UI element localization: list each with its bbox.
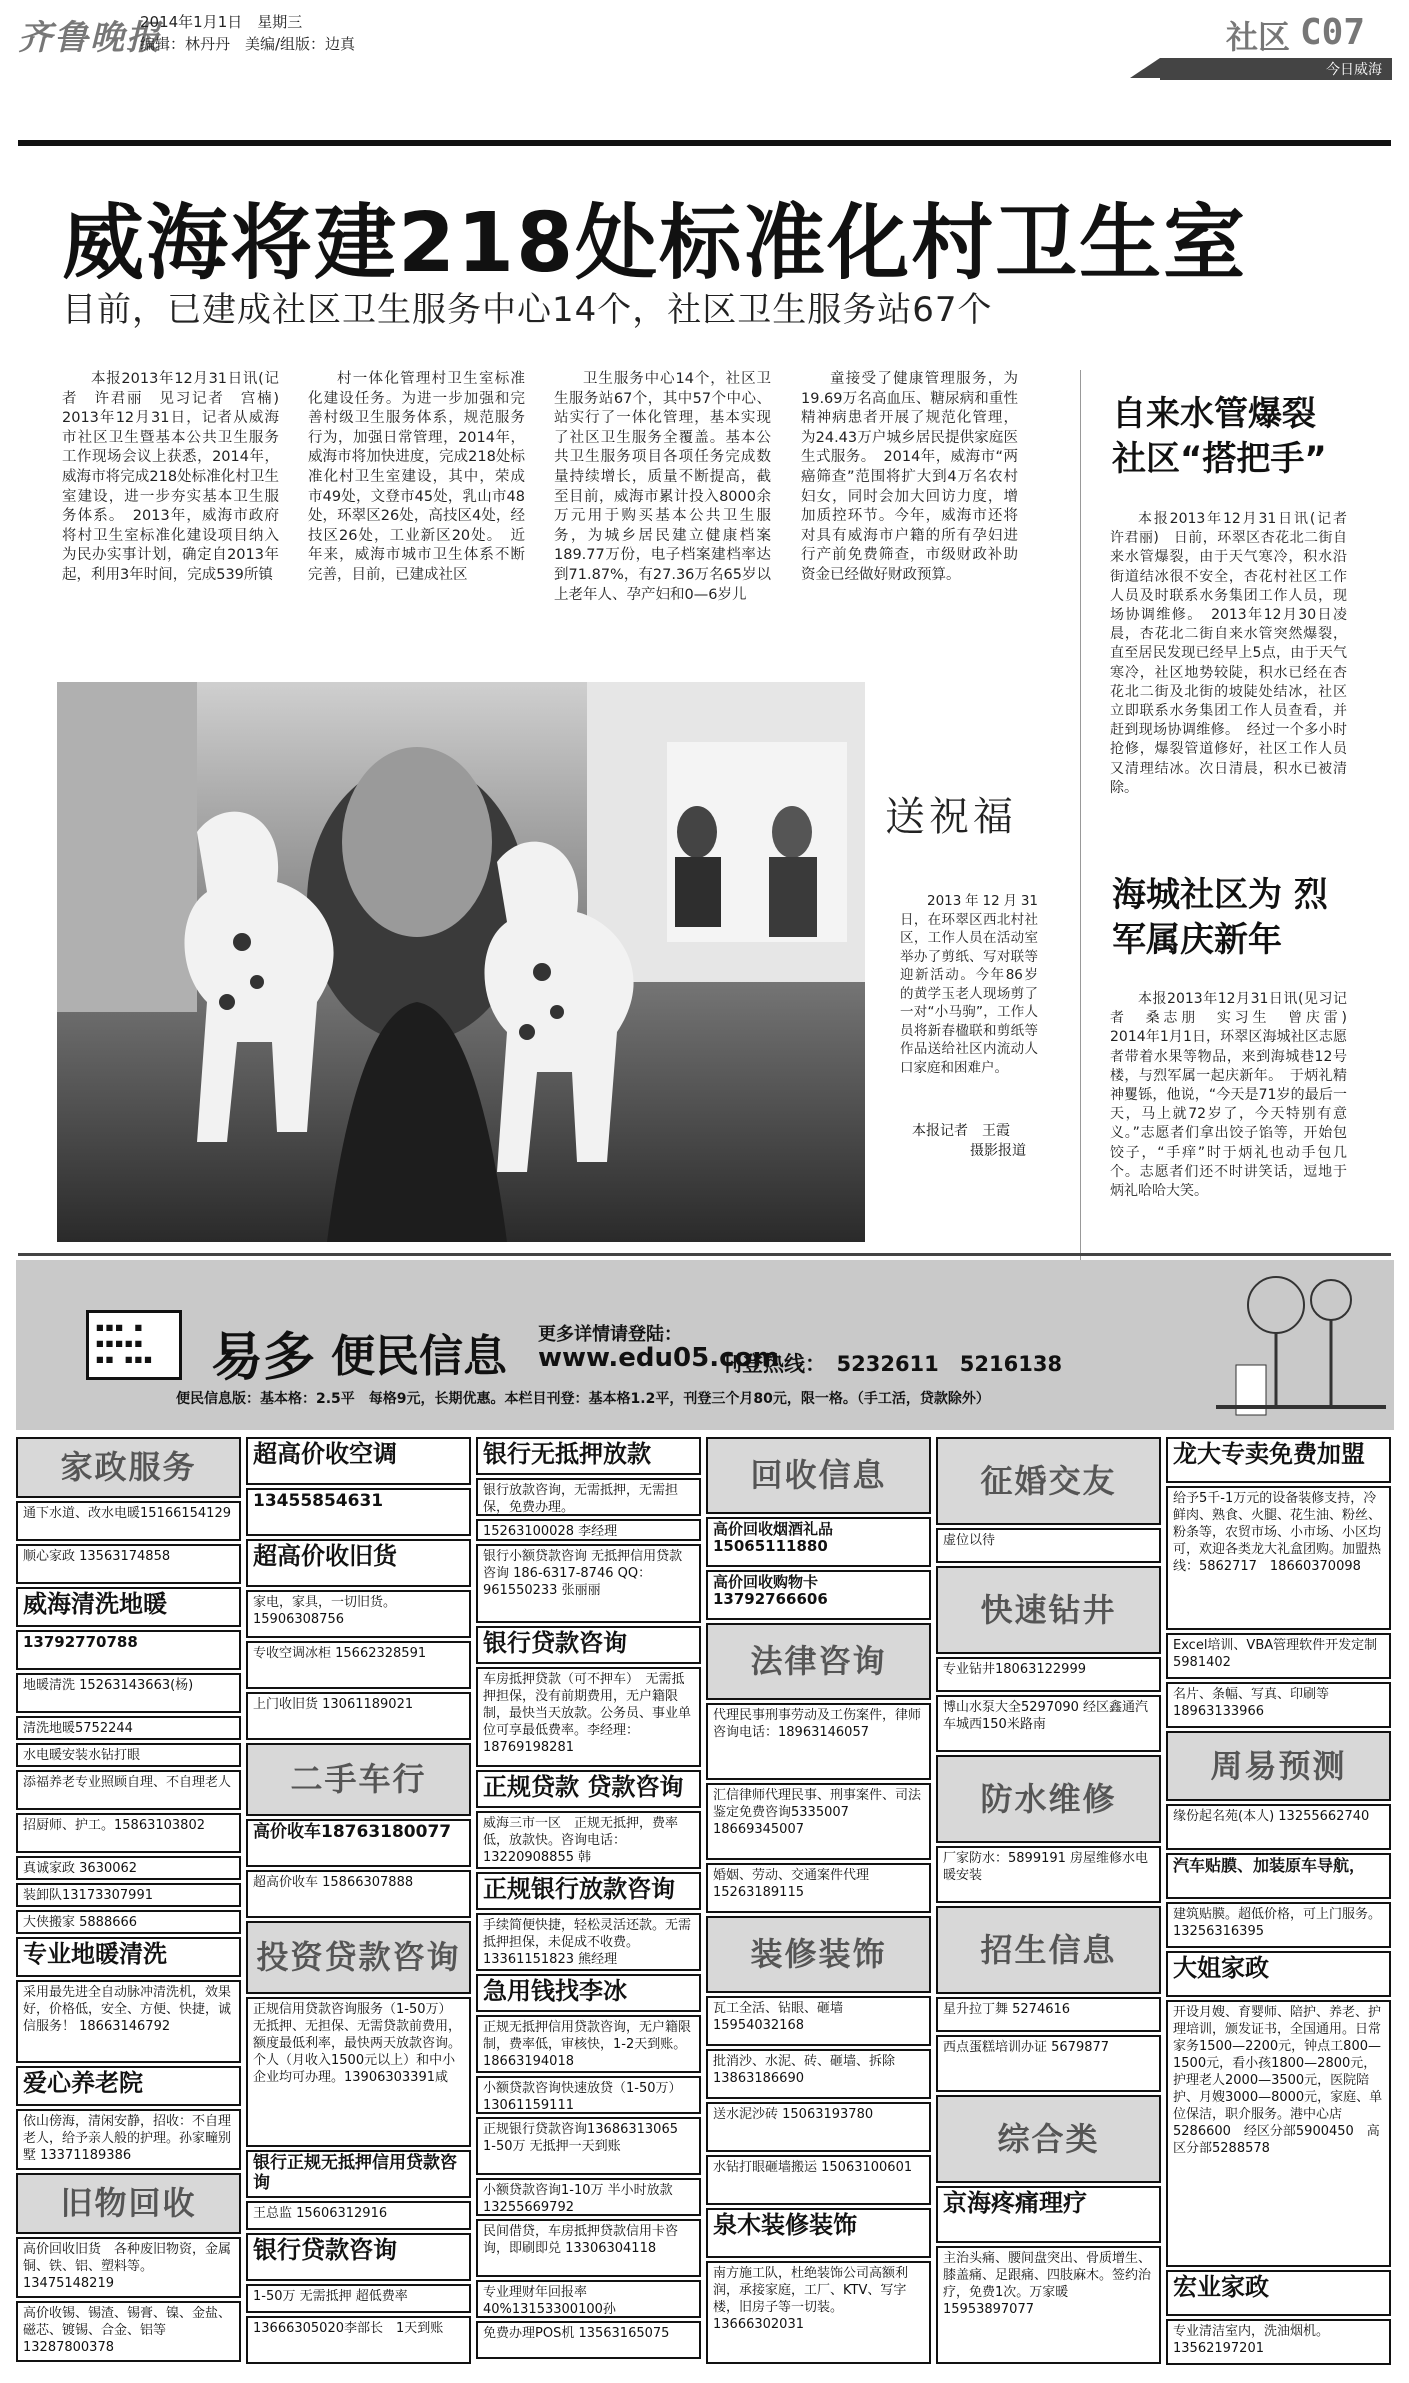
classified-ad-text: 地暖清洗 15263143663(杨) <box>23 1678 194 1693</box>
classified-ad-text: 水电暖安装水钻打眼 <box>23 1748 141 1763</box>
classified-ad-text: 顺心家政 13563174858 <box>23 1549 171 1564</box>
classified-ad-box <box>16 2066 241 2106</box>
classified-ad-text: 婚姻、劳动、交通案件代理 15263189115 <box>713 1868 870 1900</box>
classified-ad-box <box>936 2186 1161 2243</box>
classified-ad-box <box>476 1913 701 1971</box>
classified-ad-text: 给予5千-1万元的设备装修支持，冷鲜肉、熟食、火腿、花生油、粉丝、粉条等，农贸市场、小市场、小区均可，欢迎各类龙大礼盒团购。加盟热线：5862717 18660370098 <box>1173 1491 1382 1574</box>
classified-ad-box <box>246 1539 471 1587</box>
classified-ad-text: 银行放款咨询，无需抵押，无需担保，免费办理。 <box>483 1483 679 1515</box>
classified-ad-text: 南方施工队，杜绝装饰公司高额利润，承接家庭，工厂、KTV、写字楼，旧房子等一切装。13666302031 <box>713 2266 909 2332</box>
main-headline: 威海将建218处标准化村卫生室 <box>62 196 1248 291</box>
classified-ad-text: 威海三市一区 正规无抵押，费率低，放款快。咨询电话：13220908855 韩 <box>483 1816 679 1865</box>
classified-ad-text: 正规信用贷款咨询服务（1-50万） 无抵押、无担保、无需贷款前费用，额度最低利率，最快两天放款咨询。个人（月收入1500元以上）和中小企业均可办理。13906303391咸 <box>253 2002 462 2085</box>
classified-ad-box <box>936 1846 1161 1903</box>
classified-ad-box <box>16 1980 241 2063</box>
classified-ad-text: 上门收旧货 13061189021 <box>253 1697 414 1712</box>
classified-ad-box <box>246 2201 471 2230</box>
classified-ad-text: 博山水泵大全5297090 经区鑫通汽车城西150米路南 <box>943 1700 1149 1732</box>
article-col-1-text: 本报2013年12月31日讯(记者 许君丽 见习记者 宫楠) 2013年12月31日，记者从威海市社区卫生暨基本公共卫生服务工作现场会议上获悉，2014年，威海市将完成218处标准化村卫生室建设，进一步夯实基本卫生服务体系。 2013年，威海市政府将村卫生室标准化建设项目纳入为民办实事计划，确定自2013年起，利用3年时间，完成539所镇 <box>62 371 294 583</box>
classified-ad-box <box>1166 1437 1391 1483</box>
classified-ad-box <box>16 1910 241 1934</box>
classified-ad-box <box>476 2219 701 2277</box>
side-story-1-body <box>1110 510 1361 840</box>
classified-ad-text: 清洗地暖5752244 <box>23 1721 133 1736</box>
classified-ad-box <box>1166 1804 1391 1850</box>
classified-ad-text: 装修装饰 <box>750 1935 887 1973</box>
classified-ad-text: 专收空调冰柜 15662328591 <box>253 1646 427 1661</box>
classified-ad-text: 瓦工全活、钻眼、砸墙 15954032168 <box>713 2001 844 2033</box>
classified-ad-box <box>16 1813 241 1853</box>
header-corner-shape <box>1130 58 1160 78</box>
classified-ad-text: 回收信息 <box>750 1456 887 1494</box>
classified-ad-box <box>476 1811 701 1869</box>
classified-ad-box <box>246 1488 471 1536</box>
classified-ad-box <box>16 1770 241 1810</box>
classified-ad-box <box>16 1630 241 1670</box>
classified-ad-box <box>476 2280 701 2318</box>
classified-ad-text: 建筑贴膜。超低价格，可上门服务。13256316395 <box>1173 1907 1382 1939</box>
classified-ad-text: 主治头痛、腰间盘突出、骨质增生、膝盖痛、足跟痛、四肢麻木。签约治疗，免费1次。万家暖 15953897077 <box>943 2251 1152 2317</box>
article-col-2-text: 村一体化管理村卫生室标准化建设任务。为进一步加强和完善村级卫生服务体系，规范服务行为，加强日常管理，2014年，威海市将加快进度，完成218处标准化村卫生室建设，其中，荣成市49处，文登市45处，乳山市48处，环翠区26处，高技区4处，经技区26处，工业新区20处。 近年来，威海市城市卫生体系不断完善，目前，已建成社区 <box>308 371 525 583</box>
classified-ad-text: Excel培训、VBA管理软件开发定制 5981402 <box>1173 1638 1378 1670</box>
classified-ad-text: 超高价收空调 <box>253 1440 397 1468</box>
article-col-3-text: 卫生服务中心14个，社区卫生服务站67个，其中57个中心、站实行了一体化管理，基本实现了社区卫生服务全覆盖。基本公共卫生服务项目各项任务完成数量持续增长，质量不断提高，截至目前，威海市累计投入8000余万元用于购买基本公共卫生服务，为城乡居民建立健康档案189.77万份，电子档案建档率达到71.87%，有27.36万名65岁以上老年人、孕产妇和0—6岁儿 <box>554 371 771 603</box>
page-number: C07 <box>1300 12 1366 53</box>
classified-ad-box <box>936 1695 1161 1752</box>
classified-ad-text: 周易预测 <box>1210 1746 1347 1785</box>
photo-credit-1: 本报记者 王霞 <box>912 1123 1010 1139</box>
classified-ad-box <box>706 1996 931 2046</box>
classified-ad-text: 王总监 15606312916 <box>253 2206 388 2221</box>
classified-ad-box <box>476 1437 701 1475</box>
classified-ad-box <box>16 2301 241 2362</box>
classified-ad-text: 银行贷款咨询 <box>253 2236 397 2264</box>
classified-ad-box <box>476 1626 701 1664</box>
subsection-tag: 今日威海 <box>1160 58 1392 80</box>
classified-ad-text: 水钻打眼砸墙搬运 15063100601 <box>713 2160 913 2175</box>
classified-ad-box <box>936 1997 1161 2032</box>
ad-decoration-tree-icon <box>1216 1265 1386 1425</box>
classified-ad-text: 真诚家政 3630062 <box>23 1861 138 1876</box>
classified-ad-text: 家电，家具，一切旧货。15906308756 <box>253 1595 397 1627</box>
classified-ad-box <box>706 1863 931 1913</box>
classified-ad-text: 旧物回收 <box>60 2184 197 2222</box>
classified-ad-text: 星升拉丁舞 5274616 <box>943 2002 1071 2017</box>
classified-ad-box <box>1166 2270 1391 2316</box>
classified-ad-text: 龙大专卖免费加盟 <box>1173 1440 1365 1468</box>
classified-ad-text: 专业地暖清洗 <box>23 1940 167 1968</box>
classified-ad-text: 专业理财年回报率40%13153300100孙 <box>483 2285 616 2317</box>
classified-ad-text: 小额贷款咨询快速放贷（1-50万）13061159111 <box>483 2081 682 2113</box>
classified-ad-box <box>1166 1951 1391 1997</box>
classified-ad-box <box>16 1673 241 1713</box>
classified-ad-box <box>936 1528 1161 1563</box>
classified-ad-box <box>476 1872 701 1910</box>
classified-ad-box <box>936 2095 1161 2183</box>
classified-ad-box <box>476 1770 701 1808</box>
classified-ad-box <box>706 1916 931 1993</box>
classified-ad-box <box>246 2150 471 2198</box>
classified-ad-text: 急用钱找李冰 <box>483 1977 627 2005</box>
classified-ad-text: 泉木装修装饰 <box>713 2211 857 2239</box>
classified-ad-box <box>16 1437 241 1498</box>
classified-ad-box <box>706 2049 931 2099</box>
classified-ad-text: 银行小额贷款咨询 无抵押信用贷款咨询 186-6317-8746 QQ：961550233 张丽丽 <box>483 1549 683 1598</box>
classified-ad-box <box>936 2035 1161 2092</box>
classified-ad-text: 正规银行贷款咨询13686313065 1-50万 无抵押一天到账 <box>483 2122 691 2154</box>
classified-ad-box <box>246 1590 471 1638</box>
classified-ad-text: 添福养老专业照顾自理、不自理老人 <box>23 1775 232 1790</box>
classified-ad-text: 爱心养老院 <box>23 2069 143 2097</box>
classified-ad-text: 手续简便快捷，轻松灵活还款。无需抵押担保，未促成不收费。13361151823 熊经理 <box>483 1918 692 1967</box>
classified-ad-box <box>1166 1486 1391 1630</box>
classified-ad-text: 专业清洁室内，洗油烟机。13562197201 <box>1173 2324 1330 2356</box>
classified-ad-text: 投资贷款咨询 <box>256 1938 461 1976</box>
classified-ad-text: 专业钻井18063122999 <box>943 1662 1086 1677</box>
classified-ad-text: 开设月嫂、育婴师、陪护、养老、护理培训，颁发证书，全国通用。日常家务1500—2200元，钟点工800—1500元，看小孩1800—2800元，护理老人2000—3500元，医院陪护、月嫂3000—8000元，家庭、单位保洁，职介服务。港中心店5286600 经区分部5900450 高区分部5288578 <box>1173 2005 1383 2156</box>
classified-ad-box <box>936 1657 1161 1692</box>
classified-ad-box <box>936 1437 1161 1525</box>
classified-ad-text: 招厨师、护工。15863103802 <box>23 1818 205 1833</box>
news-photo <box>57 682 865 1242</box>
ad-more-info: 更多详情请登陆： <box>538 1324 682 1345</box>
classified-ad-text: 综合类 <box>997 2119 1100 2158</box>
photo-caption <box>900 892 1038 1122</box>
side-story-2-headline: 海城社区为 烈军属庆新年 <box>1112 875 1328 960</box>
edu05-logo-icon: ▪▪▪ ▪ ▪▪▪▪▪ ▪▪ ▪▪▪ <box>86 1310 182 1380</box>
classified-ad-text: 名片、条幅、写真、印刷等 18963133966 <box>1173 1687 1330 1719</box>
classified-ad-text: 汽车贴膜、加装原车导航， <box>1173 1856 1366 1875</box>
classified-ad-box <box>706 1437 931 1514</box>
classified-ad-text: 汇信律师代理民事、刑事案件、司法鉴定免费咨询5335007 18669345007 <box>713 1788 922 1837</box>
classified-ad-text: 快速钻井 <box>980 1590 1117 1629</box>
classified-ad-text: 京海疼痛理疗 <box>943 2189 1087 2217</box>
section-name: 社区 <box>1226 18 1291 56</box>
classified-ad-text: 银行正规无抵押信用贷款咨询 <box>253 2153 457 2193</box>
classified-ad-box <box>476 2117 701 2175</box>
photo-illustration <box>57 682 865 1242</box>
classified-ad-box <box>476 1478 701 1516</box>
classified-ad-box <box>16 1501 241 1541</box>
classified-ad-box <box>16 1856 241 1880</box>
classified-ad-box <box>1166 2319 1391 2365</box>
classified-ad-text: 招生信息 <box>980 1930 1117 1969</box>
classified-ad-box <box>476 2015 701 2073</box>
classified-ad-text: 二手车行 <box>290 1760 427 1798</box>
ad-banner <box>16 1260 1394 1430</box>
classified-ad-text: 宏业家政 <box>1173 2273 1269 2301</box>
ad-url[interactable]: www.edu05.com <box>538 1343 780 1373</box>
classified-ad-box <box>16 2173 241 2234</box>
classified-ad-box <box>246 1641 471 1689</box>
classified-ad-text: 民间借贷，车房抵押贷款信用卡咨询，即刷即兑 13306304118 <box>483 2224 679 2256</box>
classified-ad-text: 缘份起名苑(本人) 13255662740 <box>1173 1809 1370 1824</box>
classified-ad-text: 代理民事刑事劳动及工伤案件，律师咨询电话：18963146057 <box>713 1708 922 1740</box>
classified-ad-text: 小额贷款咨询1-10万 半小时放款 13255669792 <box>483 2183 673 2215</box>
classified-ad-text: 批消沙、水泥、砖、砸墙、拆除13863186690 <box>713 2054 896 2086</box>
classified-ad-text: 13666305020李部长 1天到账 <box>253 2321 444 2336</box>
classified-ad-text: 15263100028 李经理 <box>483 1524 618 1539</box>
classified-ad-box <box>1166 1633 1391 1679</box>
classified-ad-box <box>246 2284 471 2313</box>
classified-ad-box <box>476 1667 701 1767</box>
ad-section-rule <box>18 1253 1391 1256</box>
side-story-2-body <box>1110 990 1361 1240</box>
classified-ad-box <box>1166 1902 1391 1948</box>
classified-ad-box <box>706 1570 931 1620</box>
classified-ad-box <box>16 1544 241 1584</box>
classified-ad-box <box>16 2109 241 2170</box>
classified-ad-box <box>246 1921 471 1994</box>
classified-ad-box <box>16 1883 241 1907</box>
classified-ad-box <box>246 2233 471 2281</box>
classified-ad-box <box>706 1783 931 1860</box>
classified-ad-box <box>476 1544 701 1623</box>
classified-ad-text: 高价收车18763180077 <box>253 1822 452 1842</box>
classified-ad-box <box>706 2155 931 2205</box>
classified-ad-text: 银行无抵押放款 <box>483 1440 651 1468</box>
classified-ad-box <box>1166 1731 1391 1801</box>
classified-ad-text: 银行贷款咨询 <box>483 1629 627 1657</box>
classified-ad-text: 防水维修 <box>980 1779 1117 1818</box>
classified-ad-box <box>936 1755 1161 1843</box>
photo-title: 送祝福 <box>885 794 1017 840</box>
classified-ad-text: 威海清洗地暖 <box>23 1590 167 1618</box>
classified-ad-box <box>936 2246 1161 2364</box>
classified-ad-box <box>706 1703 931 1780</box>
photo-caption-text: 2013年12月31日，在环翠区西北村社区，工作人员在活动室举办了剪纸、写对联等迎新活动。今年86岁的黄学玉老人现场剪了一对“小马驹”，工作人员将新春楹联和剪纸等作品送给社区内流动人口家庭和困难户。 <box>900 893 1038 1076</box>
classified-ad-box <box>246 1743 471 1816</box>
classified-ad-text: 正规贷款 贷款咨询 <box>483 1773 684 1801</box>
classified-ad-box <box>476 2178 701 2216</box>
classified-ad-text: 装卸队13173307991 <box>23 1888 153 1903</box>
ad-brand: 易多 <box>211 1328 316 1388</box>
classified-ad-box <box>246 1692 471 1740</box>
classified-ad-text: 家政服务 <box>60 1448 197 1486</box>
main-subheadline: 目前，已建成社区卫生服务中心14个，社区卫生服务站67个 <box>62 290 993 330</box>
classified-ad-box <box>16 1937 241 1977</box>
classified-ad-text: 13455854631 <box>253 1491 384 1511</box>
column-divider <box>1080 370 1081 1270</box>
classified-ad-box <box>476 2076 701 2114</box>
classified-ad-text: 厂家防水：5899191 房屋维修水电暖安装 <box>943 1851 1149 1883</box>
classified-ad-box <box>706 2208 931 2258</box>
classified-ad-text: 车房抵押贷款（可不押车） 无需抵押担保，没有前期费用，无户籍限制，最快当天放款。公务员、事业单位可享最低费率。李经理：18769198281 <box>483 1672 692 1755</box>
classified-ad-box <box>16 1587 241 1627</box>
classified-ad-box <box>246 1870 471 1918</box>
side-story-1-text: 本报2013年12月31日讯(记者 许君丽) 日前，环翠区杏花北二街自来水管爆裂，由于天气寒冷，积水沿街道结冰很不安全，杏花村社区工作人员及时联系水务集团工作人员，现场协调维修。 2013年12月30日凌晨，杏花北二街自来水管突然爆裂，直至居民发现已经早上5点，由于天气寒冷，社区地势较陡，积水已经在杏花北二街及北街的坡陡处结冰，社区立即联系水务集团工作人员查看，并赶到现场协调维修。 经过一个多小时抢修，爆裂管道修好，社区工作人员又清理结冰。次日清晨，积水已被清除。 <box>1110 511 1361 796</box>
classified-ad-text: 超高价收旧货 <box>253 1542 397 1570</box>
classified-ad-box <box>246 1819 471 1867</box>
classified-ad-box <box>476 2321 701 2359</box>
staff-line: 编辑：林丹丹 美编/组版：边真 <box>140 35 356 53</box>
classified-ad-box <box>706 2102 931 2152</box>
classified-ad-text: 高价收锡、锡渣、锡膏、镍、金盐、磁芯、镀锡、合金、铝等13287800378 <box>23 2306 232 2355</box>
classified-ad-box <box>936 1906 1161 1994</box>
classified-ad-text: 通下水道、改水电暖15166154129 <box>23 1506 231 1521</box>
date-line: 2014年1月1日 星期三 <box>140 13 303 31</box>
classified-ad-text: 依山傍海，清闲安静，招收：不自理老人，给予亲人般的护理。孙家疃别墅 13371189386 <box>23 2114 232 2163</box>
classified-ad-text: 征婚交友 <box>980 1461 1117 1500</box>
classified-ad-box <box>246 1997 471 2147</box>
masthead-logo: 齐鲁晚报 <box>18 18 162 58</box>
classified-ad-text: 正规银行放款咨询 <box>483 1875 675 1903</box>
classified-ad-box <box>1166 1682 1391 1728</box>
classified-ad-box <box>1166 2000 1391 2267</box>
classified-ad-box <box>706 2261 931 2364</box>
classified-ad-box <box>706 1517 931 1567</box>
classified-ad-text: 超高价收车 15866307888 <box>253 1875 414 1890</box>
classified-ad-box <box>1166 1853 1391 1899</box>
classified-ad-box <box>246 2316 471 2364</box>
classified-ad-text: 西点蛋糕培训办证 5679877 <box>943 2040 1110 2055</box>
classified-ad-text: 免费办理POS机 13563165075 <box>483 2326 670 2341</box>
classified-ads-grid <box>16 1437 1394 2372</box>
header-rule <box>18 140 1391 146</box>
classified-ad-text: 大侠搬家 5888666 <box>23 1915 138 1930</box>
classified-ad-text: 正规无抵押信用贷款咨询，无户籍限制，费率低，审核快，1-2天到账。18663194018 <box>483 2020 692 2069</box>
classified-ad-box <box>246 1437 471 1485</box>
classified-ad-text: 1-50万 无需抵押 超低费率 <box>253 2289 408 2304</box>
classified-ad-box <box>936 1566 1161 1654</box>
ad-pricing: 便民信息版：基本格：2.5平 每格9元，长期优惠。本栏目刊登：基本格1.2平，刊登三个月80元，限一格。（手工活，贷款除外） <box>176 1391 990 1407</box>
classified-ad-text: 法律咨询 <box>750 1642 887 1680</box>
classified-ad-text: 13792770788 <box>23 1633 138 1651</box>
classified-ad-text: 高价回收烟酒礼品 15065111880 <box>713 1520 834 1556</box>
ad-hotline: 刊登热线： 5232611 5216138 <box>721 1352 1063 1376</box>
classified-ad-text: 采用最先进全自动脉冲清洗机，效果好，价格低，安全、方便、快捷，诚信服务！ 18663146792 <box>23 1985 232 2034</box>
classified-ad-text: 大姐家政 <box>1173 1954 1269 1982</box>
classified-ad-box <box>16 1743 241 1767</box>
classified-ad-box <box>16 2237 241 2298</box>
classified-ad-text: 高价回收旧货 各种废旧物资，金属铜、铁、铝、塑料等。13475148219 <box>23 2242 232 2291</box>
side-story-1-headline: 自来水管爆裂 社区“搭把手” <box>1112 394 1327 479</box>
classified-ad-box <box>706 1623 931 1700</box>
photo-credit-2: 摄影报道 <box>970 1143 1026 1159</box>
classified-ad-text: 虚位以待 <box>943 1533 996 1548</box>
side-story-2-text: 本报2013年12月31日讯(见习记者 桑志朋 实习生 曾庆雷) 2014年1月1日，环翠区海城社区志愿者带着水果等物品，来到海城巷12号楼，与烈军属一起庆新年。 于炳礼精神矍铄，他说，“今天是71岁的最后一天，马上就72岁了，今天特别有意义。”志愿者们拿出饺子馅等，开始包饺子，“手痒”时于炳礼也动手包几个。志愿者们还不时讲笑话，逗地于炳礼哈哈大笑。 <box>1110 991 1361 1200</box>
classified-ad-box <box>476 1519 701 1541</box>
ad-tagline: 便民信息 <box>331 1331 507 1382</box>
classified-ad-box <box>16 1716 241 1740</box>
article-col-4-text: 童接受了健康管理服务，为19.69万名高血压、糖尿病和重性精神病患者开展了规范化管理，为24.43万户城乡居民提供家庭医生式服务。 2014年，威海市“两癌筛查”范围将扩大到4万名农村妇女，同时会加大回访力度，增加质控环节。今年，威海市还将对具有威海市户籍的所有孕妇进行产前免费筛查，市级财政补助资金已经做好财政预算。 <box>801 371 1018 583</box>
classified-ad-box <box>476 1974 701 2012</box>
classified-ad-text: 送水泥沙砖 15063193780 <box>713 2107 874 2122</box>
classified-ad-text: 高价回收购物卡 13792766606 <box>713 1573 828 1609</box>
